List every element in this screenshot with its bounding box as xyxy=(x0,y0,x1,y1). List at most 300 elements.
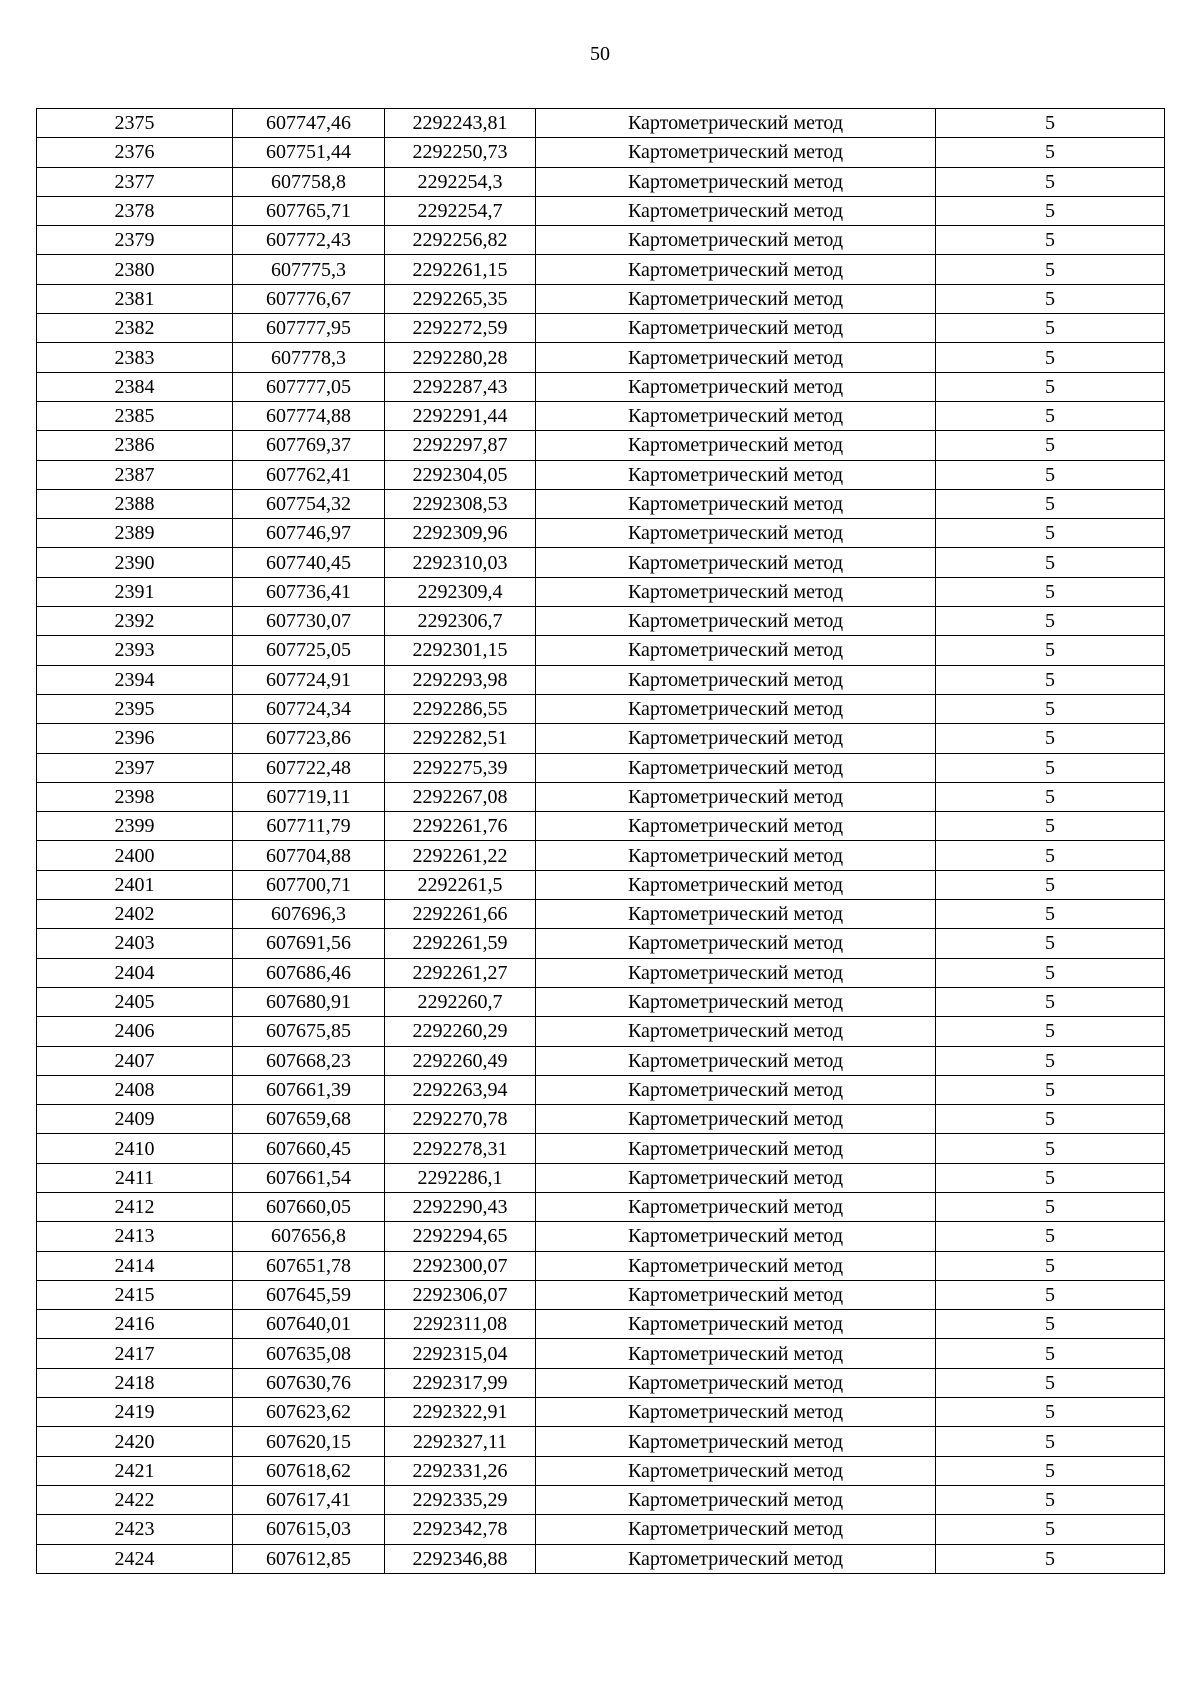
x-coordinate-cell: 607740,45 xyxy=(233,548,385,577)
method-cell: Картометрический метод xyxy=(536,607,936,636)
table-row xyxy=(37,841,1165,870)
coordinates-table xyxy=(36,108,1165,1574)
y-coordinate-cell: 2292311,08 xyxy=(385,1310,536,1339)
method-cell: Картометрический метод xyxy=(536,1134,936,1163)
x-coordinate-cell: 607778,3 xyxy=(233,343,385,372)
y-coordinate-cell: 2292317,99 xyxy=(385,1368,536,1397)
accuracy-cell: 5 xyxy=(936,870,1165,899)
x-coordinate-cell: 607769,37 xyxy=(233,431,385,460)
accuracy-cell: 5 xyxy=(936,1310,1165,1339)
y-coordinate-cell: 2292315,04 xyxy=(385,1339,536,1368)
point-number-cell: 2378 xyxy=(37,196,233,225)
method-cell: Картометрический метод xyxy=(536,489,936,518)
y-coordinate-cell: 2292294,65 xyxy=(385,1222,536,1251)
table-row xyxy=(37,1368,1165,1397)
table-row xyxy=(37,636,1165,665)
table-row xyxy=(37,1515,1165,1544)
x-coordinate-cell: 607700,71 xyxy=(233,870,385,899)
y-coordinate-cell: 2292254,7 xyxy=(385,196,536,225)
method-cell: Картометрический метод xyxy=(536,577,936,606)
y-coordinate-cell: 2292286,1 xyxy=(385,1163,536,1192)
x-coordinate-cell: 607777,05 xyxy=(233,372,385,401)
accuracy-cell: 5 xyxy=(936,343,1165,372)
table-row xyxy=(37,314,1165,343)
table-row xyxy=(37,372,1165,401)
table-row xyxy=(37,1339,1165,1368)
method-cell: Картометрический метод xyxy=(536,284,936,313)
method-cell: Картометрический метод xyxy=(536,1222,936,1251)
x-coordinate-cell: 607730,07 xyxy=(233,607,385,636)
table-row xyxy=(37,196,1165,225)
method-cell: Картометрический метод xyxy=(536,226,936,255)
method-cell: Картометрический метод xyxy=(536,1515,936,1544)
y-coordinate-cell: 2292310,03 xyxy=(385,548,536,577)
accuracy-cell: 5 xyxy=(936,636,1165,665)
method-cell: Картометрический метод xyxy=(536,343,936,372)
table-row xyxy=(37,753,1165,782)
method-cell: Картометрический метод xyxy=(536,987,936,1016)
y-coordinate-cell: 2292260,7 xyxy=(385,987,536,1016)
table-row xyxy=(37,255,1165,284)
point-number-cell: 2411 xyxy=(37,1163,233,1192)
x-coordinate-cell: 607751,44 xyxy=(233,138,385,167)
method-cell: Картометрический метод xyxy=(536,372,936,401)
method-cell: Картометрический метод xyxy=(536,1427,936,1456)
y-coordinate-cell: 2292261,27 xyxy=(385,958,536,987)
method-cell: Картометрический метод xyxy=(536,1017,936,1046)
point-number-cell: 2387 xyxy=(37,460,233,489)
y-coordinate-cell: 2292260,49 xyxy=(385,1046,536,1075)
x-coordinate-cell: 607696,3 xyxy=(233,900,385,929)
method-cell: Картометрический метод xyxy=(536,1368,936,1397)
x-coordinate-cell: 607620,15 xyxy=(233,1427,385,1456)
point-number-cell: 2407 xyxy=(37,1046,233,1075)
y-coordinate-cell: 2292272,59 xyxy=(385,314,536,343)
x-coordinate-cell: 607777,95 xyxy=(233,314,385,343)
table-row xyxy=(37,577,1165,606)
point-number-cell: 2421 xyxy=(37,1456,233,1485)
point-number-cell: 2412 xyxy=(37,1192,233,1221)
table-row xyxy=(37,958,1165,987)
y-coordinate-cell: 2292301,15 xyxy=(385,636,536,665)
x-coordinate-cell: 607645,59 xyxy=(233,1280,385,1309)
x-coordinate-cell: 607660,45 xyxy=(233,1134,385,1163)
y-coordinate-cell: 2292287,43 xyxy=(385,372,536,401)
method-cell: Картометрический метод xyxy=(536,724,936,753)
point-number-cell: 2397 xyxy=(37,753,233,782)
accuracy-cell: 5 xyxy=(936,284,1165,313)
coordinates-table-body xyxy=(37,109,1165,1574)
x-coordinate-cell: 607746,97 xyxy=(233,519,385,548)
method-cell: Картометрический метод xyxy=(536,196,936,225)
method-cell: Картометрический метод xyxy=(536,1310,936,1339)
method-cell: Картометрический метод xyxy=(536,1456,936,1485)
table-row xyxy=(37,1046,1165,1075)
table-row xyxy=(37,1134,1165,1163)
point-number-cell: 2419 xyxy=(37,1398,233,1427)
y-coordinate-cell: 2292278,31 xyxy=(385,1134,536,1163)
accuracy-cell: 5 xyxy=(936,196,1165,225)
accuracy-cell: 5 xyxy=(936,1515,1165,1544)
point-number-cell: 2417 xyxy=(37,1339,233,1368)
x-coordinate-cell: 607618,62 xyxy=(233,1456,385,1485)
x-coordinate-cell: 607762,41 xyxy=(233,460,385,489)
point-number-cell: 2406 xyxy=(37,1017,233,1046)
table-row xyxy=(37,724,1165,753)
point-number-cell: 2379 xyxy=(37,226,233,255)
y-coordinate-cell: 2292260,29 xyxy=(385,1017,536,1046)
table-row xyxy=(37,1163,1165,1192)
table-row xyxy=(37,782,1165,811)
table-row xyxy=(37,1310,1165,1339)
method-cell: Картометрический метод xyxy=(536,255,936,284)
accuracy-cell: 5 xyxy=(936,1368,1165,1397)
page-number: 50 xyxy=(590,43,610,65)
table-row xyxy=(37,343,1165,372)
y-coordinate-cell: 2292293,98 xyxy=(385,665,536,694)
table-row xyxy=(37,284,1165,313)
method-cell: Картометрический метод xyxy=(536,109,936,138)
x-coordinate-cell: 607656,8 xyxy=(233,1222,385,1251)
accuracy-cell: 5 xyxy=(936,431,1165,460)
method-cell: Картометрический метод xyxy=(536,1046,936,1075)
y-coordinate-cell: 2292265,35 xyxy=(385,284,536,313)
method-cell: Картометрический метод xyxy=(536,138,936,167)
x-coordinate-cell: 607736,41 xyxy=(233,577,385,606)
y-coordinate-cell: 2292267,08 xyxy=(385,782,536,811)
method-cell: Картометрический метод xyxy=(536,1075,936,1104)
x-coordinate-cell: 607623,62 xyxy=(233,1398,385,1427)
point-number-cell: 2381 xyxy=(37,284,233,313)
point-number-cell: 2389 xyxy=(37,519,233,548)
x-coordinate-cell: 607719,11 xyxy=(233,782,385,811)
accuracy-cell: 5 xyxy=(936,665,1165,694)
accuracy-cell: 5 xyxy=(936,138,1165,167)
accuracy-cell: 5 xyxy=(936,1017,1165,1046)
x-coordinate-cell: 607691,56 xyxy=(233,929,385,958)
x-coordinate-cell: 607754,32 xyxy=(233,489,385,518)
y-coordinate-cell: 2292306,07 xyxy=(385,1280,536,1309)
x-coordinate-cell: 607711,79 xyxy=(233,812,385,841)
point-number-cell: 2424 xyxy=(37,1544,233,1573)
accuracy-cell: 5 xyxy=(936,577,1165,606)
point-number-cell: 2420 xyxy=(37,1427,233,1456)
point-number-cell: 2384 xyxy=(37,372,233,401)
accuracy-cell: 5 xyxy=(936,1163,1165,1192)
y-coordinate-cell: 2292254,3 xyxy=(385,167,536,196)
point-number-cell: 2409 xyxy=(37,1105,233,1134)
y-coordinate-cell: 2292261,59 xyxy=(385,929,536,958)
accuracy-cell: 5 xyxy=(936,401,1165,430)
x-coordinate-cell: 607612,85 xyxy=(233,1544,385,1573)
y-coordinate-cell: 2292304,05 xyxy=(385,460,536,489)
method-cell: Картометрический метод xyxy=(536,841,936,870)
method-cell: Картометрический метод xyxy=(536,1105,936,1134)
point-number-cell: 2410 xyxy=(37,1134,233,1163)
x-coordinate-cell: 607724,91 xyxy=(233,665,385,694)
point-number-cell: 2394 xyxy=(37,665,233,694)
point-number-cell: 2382 xyxy=(37,314,233,343)
point-number-cell: 2375 xyxy=(37,109,233,138)
table-row xyxy=(37,1280,1165,1309)
method-cell: Картометрический метод xyxy=(536,1192,936,1221)
accuracy-cell: 5 xyxy=(936,1339,1165,1368)
point-number-cell: 2390 xyxy=(37,548,233,577)
x-coordinate-cell: 607765,71 xyxy=(233,196,385,225)
accuracy-cell: 5 xyxy=(936,1075,1165,1104)
accuracy-cell: 5 xyxy=(936,255,1165,284)
point-number-cell: 2392 xyxy=(37,607,233,636)
x-coordinate-cell: 607747,46 xyxy=(233,109,385,138)
method-cell: Картометрический метод xyxy=(536,870,936,899)
x-coordinate-cell: 607723,86 xyxy=(233,724,385,753)
y-coordinate-cell: 2292280,28 xyxy=(385,343,536,372)
y-coordinate-cell: 2292346,88 xyxy=(385,1544,536,1573)
accuracy-cell: 5 xyxy=(936,694,1165,723)
accuracy-cell: 5 xyxy=(936,929,1165,958)
x-coordinate-cell: 607635,08 xyxy=(233,1339,385,1368)
accuracy-cell: 5 xyxy=(936,460,1165,489)
accuracy-cell: 5 xyxy=(936,782,1165,811)
method-cell: Картометрический метод xyxy=(536,958,936,987)
point-number-cell: 2414 xyxy=(37,1251,233,1280)
point-number-cell: 2386 xyxy=(37,431,233,460)
y-coordinate-cell: 2292282,51 xyxy=(385,724,536,753)
x-coordinate-cell: 607660,05 xyxy=(233,1192,385,1221)
y-coordinate-cell: 2292261,15 xyxy=(385,255,536,284)
y-coordinate-cell: 2292286,55 xyxy=(385,694,536,723)
table-row xyxy=(37,109,1165,138)
x-coordinate-cell: 607775,3 xyxy=(233,255,385,284)
accuracy-cell: 5 xyxy=(936,1105,1165,1134)
x-coordinate-cell: 607772,43 xyxy=(233,226,385,255)
x-coordinate-cell: 607630,76 xyxy=(233,1368,385,1397)
x-coordinate-cell: 607724,34 xyxy=(233,694,385,723)
accuracy-cell: 5 xyxy=(936,314,1165,343)
method-cell: Картометрический метод xyxy=(536,460,936,489)
accuracy-cell: 5 xyxy=(936,987,1165,1016)
accuracy-cell: 5 xyxy=(936,753,1165,782)
accuracy-cell: 5 xyxy=(936,489,1165,518)
method-cell: Картометрический метод xyxy=(536,519,936,548)
table-row xyxy=(37,519,1165,548)
table-row xyxy=(37,1427,1165,1456)
table-row xyxy=(37,812,1165,841)
y-coordinate-cell: 2292309,96 xyxy=(385,519,536,548)
method-cell: Картометрический метод xyxy=(536,1251,936,1280)
method-cell: Картометрический метод xyxy=(536,929,936,958)
y-coordinate-cell: 2292256,82 xyxy=(385,226,536,255)
point-number-cell: 2413 xyxy=(37,1222,233,1251)
y-coordinate-cell: 2292291,44 xyxy=(385,401,536,430)
point-number-cell: 2385 xyxy=(37,401,233,430)
table-row xyxy=(37,1485,1165,1514)
point-number-cell: 2400 xyxy=(37,841,233,870)
x-coordinate-cell: 607675,85 xyxy=(233,1017,385,1046)
point-number-cell: 2401 xyxy=(37,870,233,899)
accuracy-cell: 5 xyxy=(936,226,1165,255)
x-coordinate-cell: 607659,68 xyxy=(233,1105,385,1134)
point-number-cell: 2423 xyxy=(37,1515,233,1544)
accuracy-cell: 5 xyxy=(936,372,1165,401)
table-row xyxy=(37,489,1165,518)
accuracy-cell: 5 xyxy=(936,1398,1165,1427)
y-coordinate-cell: 2292243,81 xyxy=(385,109,536,138)
method-cell: Картометрический метод xyxy=(536,636,936,665)
table-row xyxy=(37,987,1165,1016)
table-row xyxy=(37,1398,1165,1427)
table-row xyxy=(37,1192,1165,1221)
method-cell: Картометрический метод xyxy=(536,548,936,577)
table-row xyxy=(37,431,1165,460)
accuracy-cell: 5 xyxy=(936,1456,1165,1485)
y-coordinate-cell: 2292261,22 xyxy=(385,841,536,870)
y-coordinate-cell: 2292270,78 xyxy=(385,1105,536,1134)
table-row xyxy=(37,929,1165,958)
method-cell: Картометрический метод xyxy=(536,431,936,460)
table-row xyxy=(37,665,1165,694)
accuracy-cell: 5 xyxy=(936,607,1165,636)
table-row xyxy=(37,1222,1165,1251)
table-row xyxy=(37,900,1165,929)
point-number-cell: 2399 xyxy=(37,812,233,841)
x-coordinate-cell: 607668,23 xyxy=(233,1046,385,1075)
y-coordinate-cell: 2292327,11 xyxy=(385,1427,536,1456)
x-coordinate-cell: 607615,03 xyxy=(233,1515,385,1544)
method-cell: Картометрический метод xyxy=(536,812,936,841)
method-cell: Картометрический метод xyxy=(536,1280,936,1309)
y-coordinate-cell: 2292261,66 xyxy=(385,900,536,929)
y-coordinate-cell: 2292261,5 xyxy=(385,870,536,899)
accuracy-cell: 5 xyxy=(936,109,1165,138)
point-number-cell: 2391 xyxy=(37,577,233,606)
method-cell: Картометрический метод xyxy=(536,167,936,196)
accuracy-cell: 5 xyxy=(936,519,1165,548)
y-coordinate-cell: 2292306,7 xyxy=(385,607,536,636)
point-number-cell: 2398 xyxy=(37,782,233,811)
y-coordinate-cell: 2292250,73 xyxy=(385,138,536,167)
accuracy-cell: 5 xyxy=(936,900,1165,929)
table-row xyxy=(37,548,1165,577)
method-cell: Картометрический метод xyxy=(536,753,936,782)
point-number-cell: 2422 xyxy=(37,1485,233,1514)
x-coordinate-cell: 607776,67 xyxy=(233,284,385,313)
table-row xyxy=(37,138,1165,167)
y-coordinate-cell: 2292331,26 xyxy=(385,1456,536,1485)
point-number-cell: 2416 xyxy=(37,1310,233,1339)
y-coordinate-cell: 2292308,53 xyxy=(385,489,536,518)
method-cell: Картометрический метод xyxy=(536,694,936,723)
point-number-cell: 2415 xyxy=(37,1280,233,1309)
y-coordinate-cell: 2292261,76 xyxy=(385,812,536,841)
point-number-cell: 2395 xyxy=(37,694,233,723)
method-cell: Картометрический метод xyxy=(536,1485,936,1514)
accuracy-cell: 5 xyxy=(936,1280,1165,1309)
accuracy-cell: 5 xyxy=(936,1222,1165,1251)
y-coordinate-cell: 2292290,43 xyxy=(385,1192,536,1221)
accuracy-cell: 5 xyxy=(936,1427,1165,1456)
x-coordinate-cell: 607722,48 xyxy=(233,753,385,782)
table-row xyxy=(37,607,1165,636)
point-number-cell: 2418 xyxy=(37,1368,233,1397)
x-coordinate-cell: 607661,54 xyxy=(233,1163,385,1192)
accuracy-cell: 5 xyxy=(936,548,1165,577)
table-row xyxy=(37,1456,1165,1485)
table-row xyxy=(37,694,1165,723)
x-coordinate-cell: 607651,78 xyxy=(233,1251,385,1280)
table-row xyxy=(37,460,1165,489)
x-coordinate-cell: 607617,41 xyxy=(233,1485,385,1514)
table-row xyxy=(37,1017,1165,1046)
method-cell: Картометрический метод xyxy=(536,314,936,343)
point-number-cell: 2393 xyxy=(37,636,233,665)
y-coordinate-cell: 2292309,4 xyxy=(385,577,536,606)
method-cell: Картометрический метод xyxy=(536,782,936,811)
table-row xyxy=(37,167,1165,196)
accuracy-cell: 5 xyxy=(936,167,1165,196)
method-cell: Картометрический метод xyxy=(536,1398,936,1427)
method-cell: Картометрический метод xyxy=(536,1339,936,1368)
x-coordinate-cell: 607704,88 xyxy=(233,841,385,870)
point-number-cell: 2380 xyxy=(37,255,233,284)
y-coordinate-cell: 2292297,87 xyxy=(385,431,536,460)
method-cell: Картометрический метод xyxy=(536,1544,936,1573)
point-number-cell: 2377 xyxy=(37,167,233,196)
accuracy-cell: 5 xyxy=(936,1192,1165,1221)
accuracy-cell: 5 xyxy=(936,1251,1165,1280)
method-cell: Картометрический метод xyxy=(536,1163,936,1192)
table-row xyxy=(37,1075,1165,1104)
y-coordinate-cell: 2292263,94 xyxy=(385,1075,536,1104)
y-coordinate-cell: 2292342,78 xyxy=(385,1515,536,1544)
x-coordinate-cell: 607680,91 xyxy=(233,987,385,1016)
accuracy-cell: 5 xyxy=(936,1485,1165,1514)
point-number-cell: 2383 xyxy=(37,343,233,372)
table-row xyxy=(37,401,1165,430)
accuracy-cell: 5 xyxy=(936,812,1165,841)
y-coordinate-cell: 2292275,39 xyxy=(385,753,536,782)
accuracy-cell: 5 xyxy=(936,1544,1165,1573)
x-coordinate-cell: 607758,8 xyxy=(233,167,385,196)
x-coordinate-cell: 607725,05 xyxy=(233,636,385,665)
method-cell: Картометрический метод xyxy=(536,401,936,430)
y-coordinate-cell: 2292322,91 xyxy=(385,1398,536,1427)
x-coordinate-cell: 607661,39 xyxy=(233,1075,385,1104)
table-row xyxy=(37,1105,1165,1134)
table-row xyxy=(37,226,1165,255)
accuracy-cell: 5 xyxy=(936,724,1165,753)
table-row xyxy=(37,1251,1165,1280)
method-cell: Картометрический метод xyxy=(536,900,936,929)
table-row xyxy=(37,1544,1165,1573)
accuracy-cell: 5 xyxy=(936,1046,1165,1075)
point-number-cell: 2403 xyxy=(37,929,233,958)
x-coordinate-cell: 607774,88 xyxy=(233,401,385,430)
method-cell: Картометрический метод xyxy=(536,665,936,694)
point-number-cell: 2402 xyxy=(37,900,233,929)
point-number-cell: 2408 xyxy=(37,1075,233,1104)
accuracy-cell: 5 xyxy=(936,1134,1165,1163)
x-coordinate-cell: 607686,46 xyxy=(233,958,385,987)
y-coordinate-cell: 2292335,29 xyxy=(385,1485,536,1514)
point-number-cell: 2376 xyxy=(37,138,233,167)
x-coordinate-cell: 607640,01 xyxy=(233,1310,385,1339)
point-number-cell: 2405 xyxy=(37,987,233,1016)
table-row xyxy=(37,870,1165,899)
point-number-cell: 2396 xyxy=(37,724,233,753)
accuracy-cell: 5 xyxy=(936,841,1165,870)
accuracy-cell: 5 xyxy=(936,958,1165,987)
